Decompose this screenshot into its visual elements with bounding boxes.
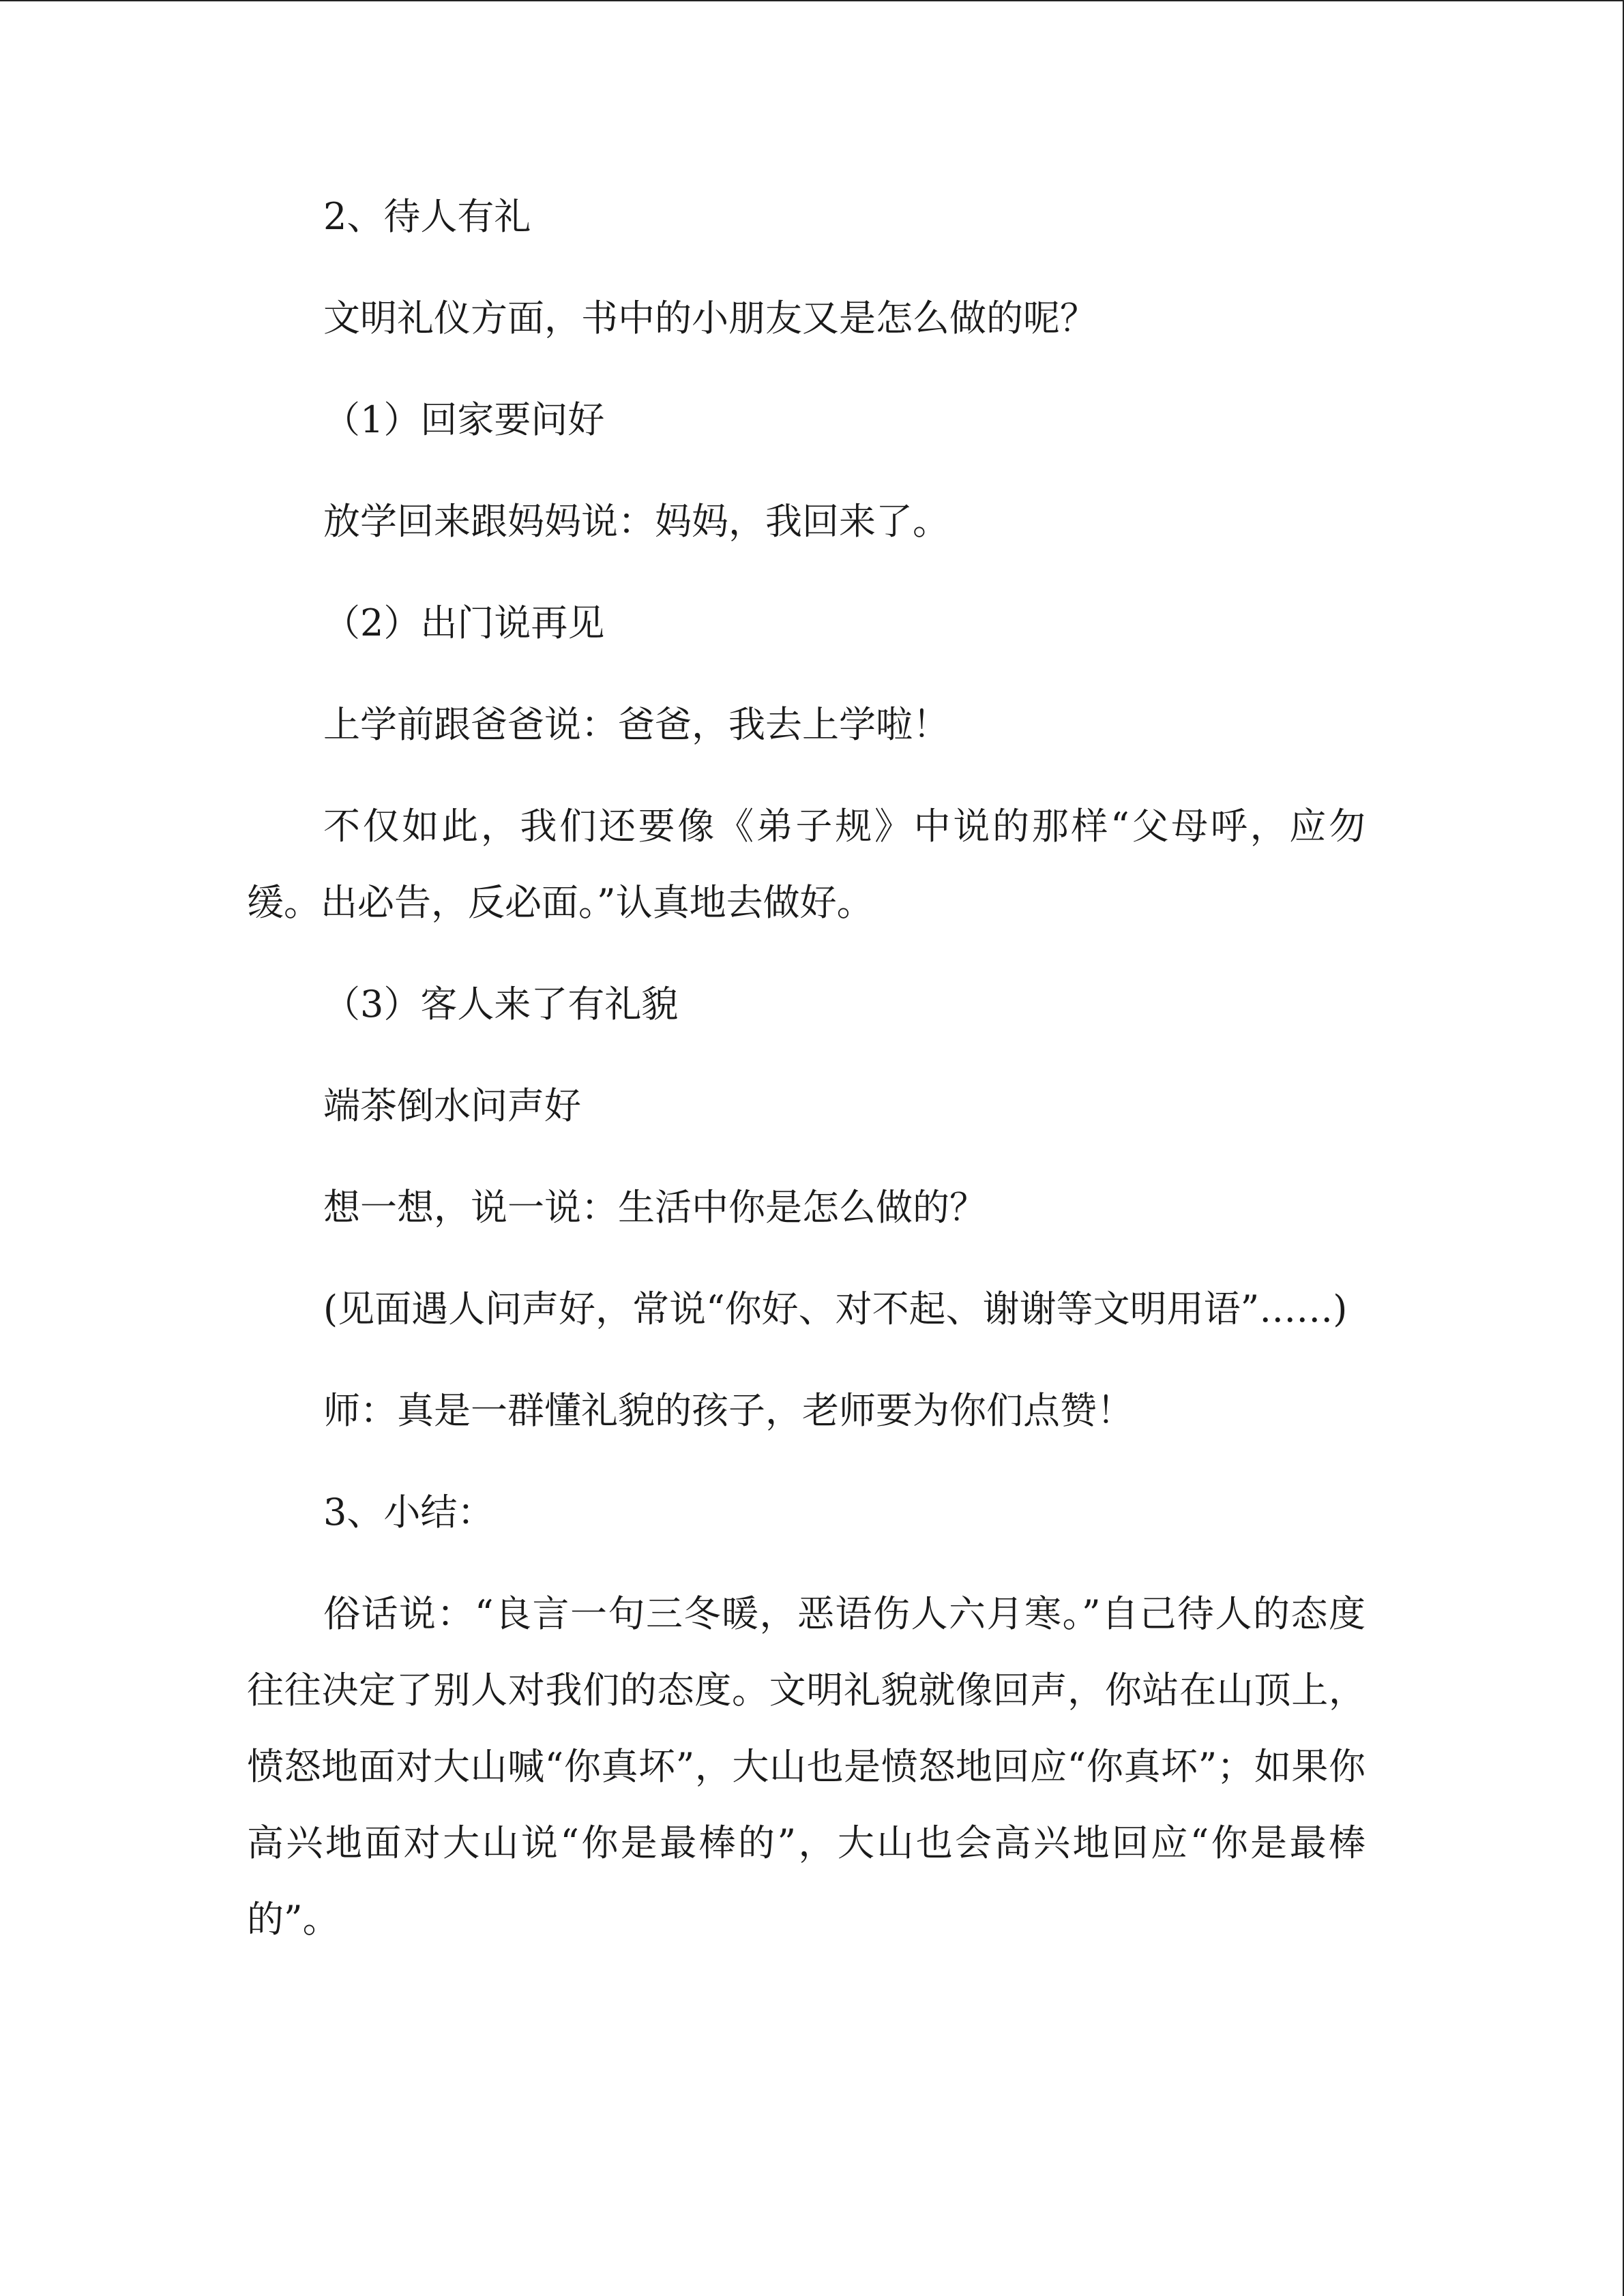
paragraph-say-goodbye: 上学前跟爸爸说：爸爸，我去上学啦！ bbox=[323, 703, 949, 746]
paragraph-serve-tea: 端茶倒水问声好 bbox=[323, 1084, 581, 1127]
paragraph-summary: 俗话说：“良言一句三冬暖，恶语伤人六月寒。”自己待人的态度往往决定了别人对我们的态度。文明礼貌就像回声，你站在山顶上，愤怒地面对大山喊“你真坏”，大山也是愤怒地回应“你真坏”；如果你高兴地面对大山说“你是最棒的”，大山也会高兴地回应“你是最棒的”。 bbox=[247, 1592, 1365, 1941]
paragraph-teacher-praise: 师：真是一群懂礼貌的孩子，老师要为你们点赞！ bbox=[323, 1389, 1134, 1432]
paragraph-greet-home: 放学回来跟妈妈说：妈妈，我回来了。 bbox=[323, 500, 949, 543]
paragraph-dizigui: 不仅如此，我们还要像《弟子规》中说的那样“父母呼，应勿缓。出必告，反必面。”认真地去做好。 bbox=[247, 805, 1365, 924]
section-heading-summary: 3、小结： bbox=[323, 1491, 494, 1534]
paragraph-polite-words: (见面遇人问声好，常说“你好、对不起、谢谢等文明用语”……) bbox=[323, 1287, 1348, 1330]
subheading-say-goodbye: （2）出门说再见 bbox=[323, 601, 605, 644]
subheading-greet-home: （1）回家要问好 bbox=[323, 398, 605, 441]
paragraph-question: 文明礼仪方面，书中的小朋友又是怎么做的呢？ bbox=[323, 297, 1097, 340]
document-body bbox=[247, 179, 1365, 1983]
section-heading-etiquette: 2、待人有礼 bbox=[323, 195, 531, 238]
paragraph-think-discuss: 想一想，说一说：生活中你是怎么做的？ bbox=[323, 1186, 986, 1229]
subheading-guests: （3）客人来了有礼貌 bbox=[323, 983, 679, 1026]
